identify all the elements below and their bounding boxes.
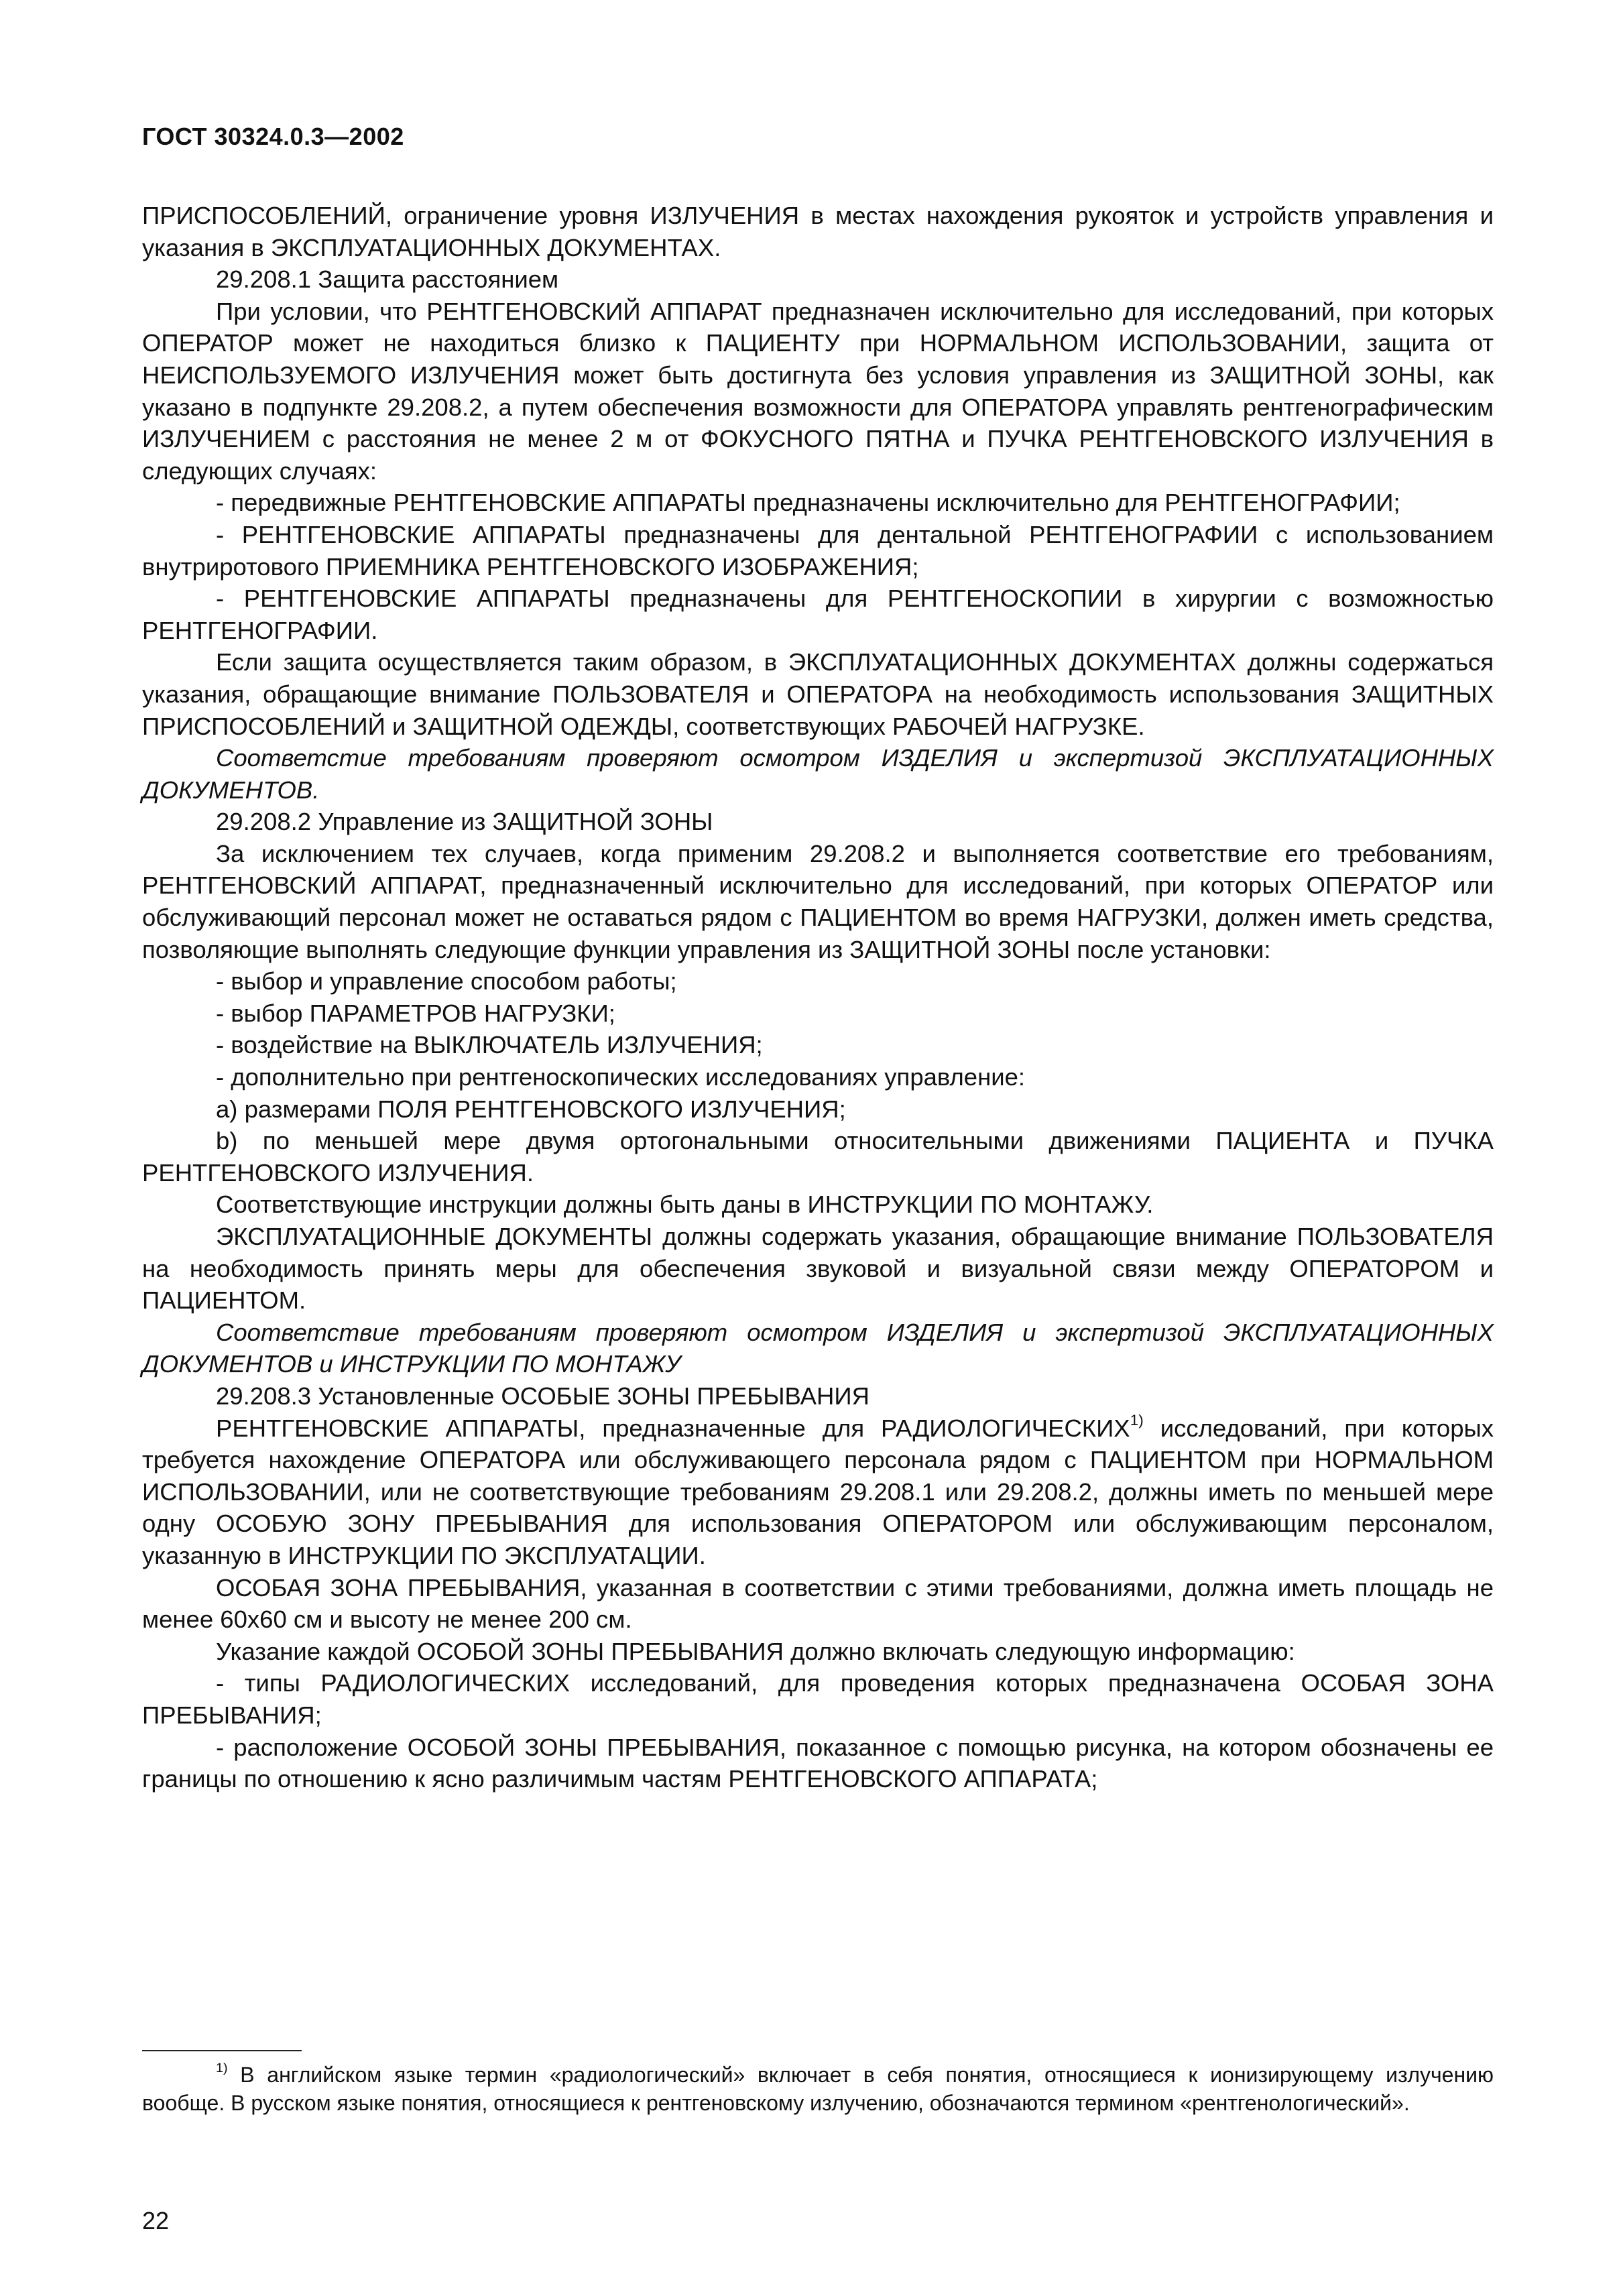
- list-item: - выбор и управление способом работы;: [216, 967, 677, 995]
- section-heading-29-208-3: 29.208.3 Установленные ОСОБЫЕ ЗОНЫ ПРЕБЫВАНИЯ: [216, 1382, 869, 1410]
- footnote-marker: 1): [216, 2061, 228, 2076]
- list-item: а) размерами ПОЛЯ РЕНТГЕНОВСКОГО ИЗЛУЧЕНИЯ;: [216, 1095, 846, 1123]
- paragraph: ОСОБАЯ ЗОНА ПРЕБЫВАНИЯ, указанная в соответствии с этими требованиями, должна иметь площадь не менее 60х60 см и высоту не менее 200 см.: [142, 1573, 1494, 1634]
- footnote-divider: [142, 2050, 302, 2051]
- list-item: - дополнительно при рентгеноскопических исследованиях управление:: [216, 1063, 1026, 1091]
- footnote-text: [142, 2061, 1494, 2117]
- section-heading-29-208-1: 29.208.1 Защита расстоянием: [216, 265, 559, 294]
- paragraph: При условии, что РЕНТГЕНОВСКИЙ АППАРАТ предназначен исключительно для исследований, при которых ОПЕРАТОР может не находиться близко к ПАЦИЕНТУ при НОРМАЛЬНОМ ИСПОЛЬЗОВАНИИ, защита от НЕИСПОЛЬЗУЕМОГО ИЗЛУЧЕНИЯ может быть достигнута без условия управления из ЗАЩИТНОЙ ЗОНЫ, как указано в подпункте 29.208.2, а путем обеспечения возможности для ОПЕРАТОРА управлять рентгенографическим ИЗЛУЧЕНИЕМ с расстояния не менее 2 м от ФОКУСНОГО ПЯТНА и ПУЧКА РЕНТГЕНОВСКОГО ИЗЛУЧЕНИЯ в следующих случаях:: [142, 297, 1494, 485]
- page-number: 22: [142, 2207, 170, 2234]
- section-heading-29-208-2: 29.208.2 Управление из ЗАЩИТНОЙ ЗОНЫ: [216, 808, 713, 836]
- paragraph: Если защита осуществляется таким образом, в ЭКСПЛУАТАЦИОННЫХ ДОКУМЕНТАХ должны содержаться указания, обращающие внимание ПОЛЬЗОВАТЕЛЯ и ОПЕРАТОРА на необходимость использования ЗАЩИТНЫХ ПРИСПОСОБЛЕНИЙ и ЗАЩИТНОЙ ОДЕЖДЫ, соответствующих РАБОЧЕЙ НАГРУЗКЕ.: [142, 648, 1494, 740]
- document-body: [142, 200, 1494, 1795]
- list-item: - типы РАДИОЛОГИЧЕСКИХ исследований, для проведения которых предназначена ОСОБАЯ ЗОНА ПРЕБЫВАНИЯ;: [142, 1669, 1494, 1729]
- paragraph: ЭКСПЛУАТАЦИОННЫЕ ДОКУМЕНТЫ должны содержать указания, обращающие внимание ПОЛЬЗОВАТЕЛЯ на необходимость принять меры для обеспечения звуковой и визуальной связи между ОПЕРАТОРОМ и ПАЦИЕНТОМ.: [142, 1223, 1494, 1315]
- list-item: - РЕНТГЕНОВСКИЕ АППАРАТЫ предназначены для дентальной РЕНТГЕНОГРАФИИ с использованием внутриротового ПРИЕМНИКА РЕНТГЕНОВСКОГО ИЗОБРАЖЕНИЯ;: [142, 520, 1494, 581]
- footnote: [142, 2061, 1494, 2117]
- paragraph: Указание каждой ОСОБОЙ ЗОНЫ ПРЕБЫВАНИЯ должно включать следующую информацию:: [216, 1637, 1295, 1665]
- list-item: - передвижные РЕНТГЕНОВСКИЕ АППАРАТЫ предназначены исключительно для РЕНТГЕНОГРАФИИ;: [216, 489, 1400, 517]
- list-item: - РЕНТГЕНОВСКИЕ АППАРАТЫ предназначены для РЕНТГЕНОСКОПИИ в хирургии с возможностью РЕНТГЕНОГРАФИИ.: [142, 585, 1494, 644]
- paragraph: Соответствующие инструкции должны быть даны в ИНСТРУКЦИИ ПО МОНТАЖУ.: [216, 1191, 1154, 1219]
- list-item: b) по меньшей мере двумя ортогональными относительными движениями ПАЦИЕНТА и ПУЧКА РЕНТГЕНОВСКОГО ИЗЛУЧЕНИЯ.: [142, 1127, 1494, 1187]
- document-code-header: ГОСТ 30324.0.3—2002: [142, 123, 404, 150]
- footnote-body: В английском языке термин «радиологический» включает в себя понятия, относящиеся к ионизирующему излучению вообще. В русском языке понятия, относящиеся к рентгеновскому излучению, обозначаются термином «рентгенологический».: [142, 2063, 1494, 2115]
- paragraph-with-footnote-ref: [142, 1412, 1494, 1572]
- list-item: - выбор ПАРАМЕТРОВ НАГРУЗКИ;: [216, 999, 615, 1027]
- paragraph: За исключением тех случаев, когда применим 29.208.2 и выполняется соответствие его требованиям, РЕНТГЕНОВСКИЙ АППАРАТ, предназначенный исключительно для исследований, при которых ОПЕРАТОР или обслуживающий персонал может не оставаться рядом с ПАЦИЕНТОМ во время НАГРУЗКИ, должен иметь средства, позволяющие выполнять следующие функции управления из ЗАЩИТНОЙ ЗОНЫ после установки:: [142, 839, 1494, 963]
- compliance-note: Соответстие требованиям проверяют осмотром ИЗДЕЛИЯ и экспертизой ЭКСПЛУАТАЦИОННЫХ ДОКУМЕНТОВ.: [142, 744, 1494, 804]
- paragraph-text-part: исследований, при которых требуется нахождение ОПЕРАТОРА или обслуживающего персонала рядом с ПАЦИЕНТОМ при НОРМАЛЬНОМ ИСПОЛЬЗОВАНИИ, или не соответствующие требованиям 29.208.1 или 29.208.2, должны иметь по меньшей мере одну ОСОБУЮ ЗОНУ ПРЕБЫВАНИЯ для использования ОПЕРАТОРОМ или обслуживающим персоналом, указанную в ИНСТРУКЦИИ ПО ЭКСПЛУАТАЦИИ.: [142, 1414, 1494, 1569]
- compliance-note: Соответствие требованиям проверяют осмотром ИЗДЕЛИЯ и экспертизой ЭКСПЛУАТАЦИОННЫХ ДОКУМЕНТОВ и ИНСТРУКЦИИ ПО МОНТАЖУ: [142, 1318, 1494, 1378]
- list-item: - расположение ОСОБОЙ ЗОНЫ ПРЕБЫВАНИЯ, показанное с помощью рисунка, на котором обозначены ее границы по отношению к ясно различимым частям РЕНТГЕНОВСКОГО АППАРАТА;: [142, 1733, 1494, 1793]
- list-item: - воздействие на ВЫКЛЮЧАТЕЛЬ ИЗЛУЧЕНИЯ;: [216, 1031, 763, 1059]
- paragraph-continuation: ПРИСПОСОБЛЕНИЙ, ограничение уровня ИЗЛУЧЕНИЯ в местах нахождения рукояток и устройств управления и указания в ЭКСПЛУАТАЦИОННЫХ ДОКУМЕНТАХ.: [142, 202, 1494, 261]
- paragraph-text-part: РЕНТГЕНОВСКИЕ АППАРАТЫ, предназначенные для РАДИОЛОГИЧЕСКИХ: [216, 1414, 1130, 1442]
- footnote-reference[interactable]: 1): [1130, 1411, 1144, 1429]
